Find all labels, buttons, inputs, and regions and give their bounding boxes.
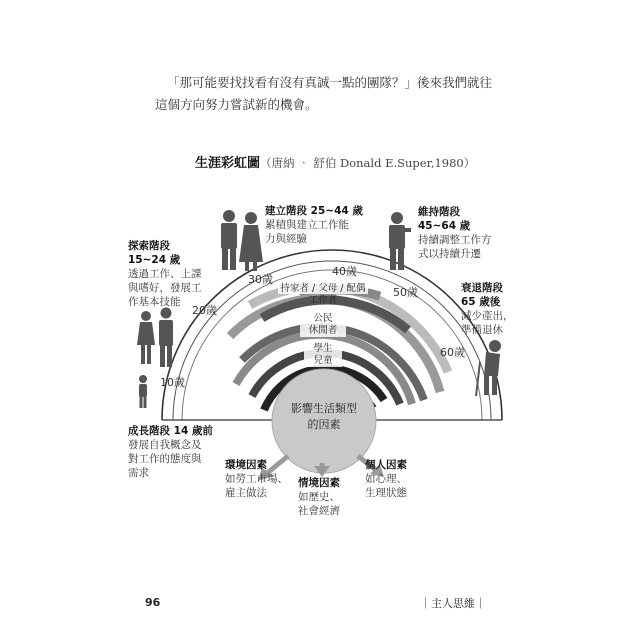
stage-exploration-title: 探索階段 [128,240,170,252]
elderly-silhouette-icon [476,340,501,396]
businessman-silhouette-icon [389,212,411,270]
role-label-child: 兒童 [313,355,333,366]
age-label-40: 40歲 [332,265,357,278]
stage-establishment [265,204,363,246]
factor-environment-line-1: 如勞工市場、 [225,473,288,485]
stage-growth-title: 成長階段 14 歲前 [128,425,213,437]
stage-exploration-line-2: 與嗜好，發展工 [128,282,202,294]
stage-decline-line-2: 準備退休 [461,324,503,336]
factor-personal [365,458,407,500]
stage-exploration-line-1: 透過工作、上課 [128,268,202,280]
stage-decline-age: 65 歲後 [461,296,501,308]
influence-label-2: 的因素 [307,418,341,431]
stage-decline-line-1: 減少產出， [461,310,514,322]
stage-maintenance [418,205,492,261]
factor-personal-title: 個人因素 [365,459,407,471]
stage-growth-line-3: 需求 [128,467,149,479]
age-label-10: 10歲 [160,376,185,389]
book-title: ｜主人思維｜ [420,597,486,610]
stage-establishment-line-1: 累積與建立工作能 [265,219,349,231]
page-number: 96 [145,596,161,609]
stage-exploration [128,239,202,309]
stage-growth [128,424,213,480]
age-label-30: 30歲 [248,273,273,286]
young-adults-silhouette-icon [137,308,173,368]
factor-situational-line-2: 社會經濟 [298,505,340,517]
figure-credit: （唐納 ‧ 舒伯 Donald E.Super,1980） [260,156,476,170]
stage-establishment-line-2: 力與經驗 [265,233,307,245]
stage-establishment-title: 建立階段 25~44 歲 [265,205,363,217]
intro-line-2: 這個方向努力嘗試新的機會。 [155,97,318,112]
stage-maintenance-age: 45~64 歲 [418,220,471,232]
role-label-homemaker: 持家者 / 父母 / 配偶 [280,283,366,294]
role-label-student: 學生 [313,343,333,354]
stage-growth-line-1: 發展自我概念及 [128,439,202,451]
stage-exploration-line-3: 作基本技能 [128,296,181,308]
age-label-60: 60歲 [440,346,465,359]
role-label-leisure: 休閒者 [308,325,338,336]
stage-decline-title: 衰退階段 [461,282,503,294]
factor-situational-line-1: 如歷史、 [298,491,340,503]
stage-decline [461,281,514,337]
stage-maintenance-line-1: 持續調整工作方 [418,234,492,246]
age-label-50: 50歲 [393,286,418,299]
factor-situational [298,476,340,518]
stage-maintenance-line-2: 式以持續升遷 [418,248,481,260]
stage-growth-line-2: 對工作的態度與 [128,453,202,465]
child-silhouette-icon [139,375,147,408]
figure-title-main: 生涯彩虹圖 [195,156,261,171]
factor-environment-line-2: 雇主做法 [225,487,267,499]
influence-label-1: 影響生活類型 [291,402,357,415]
factor-situational-title: 情境因素 [298,477,340,489]
factor-environment-title: 環境因素 [225,459,267,471]
stage-maintenance-title: 維持階段 [418,206,460,218]
factor-personal-line-1: 如心理、 [365,473,407,485]
factor-personal-line-2: 生理狀態 [365,487,407,499]
couple-silhouette-icon [221,210,263,271]
intro-line-1: 「那可能要找找看有沒有真誠一點的團隊？」後來我們就往 [167,75,493,90]
role-label-worker: 工作者 [308,295,338,306]
factor-environment [225,458,288,500]
stage-exploration-age: 15~24 歲 [128,254,181,266]
role-label-citizen: 公民 [313,313,333,324]
age-label-20: 20歲 [192,304,217,317]
